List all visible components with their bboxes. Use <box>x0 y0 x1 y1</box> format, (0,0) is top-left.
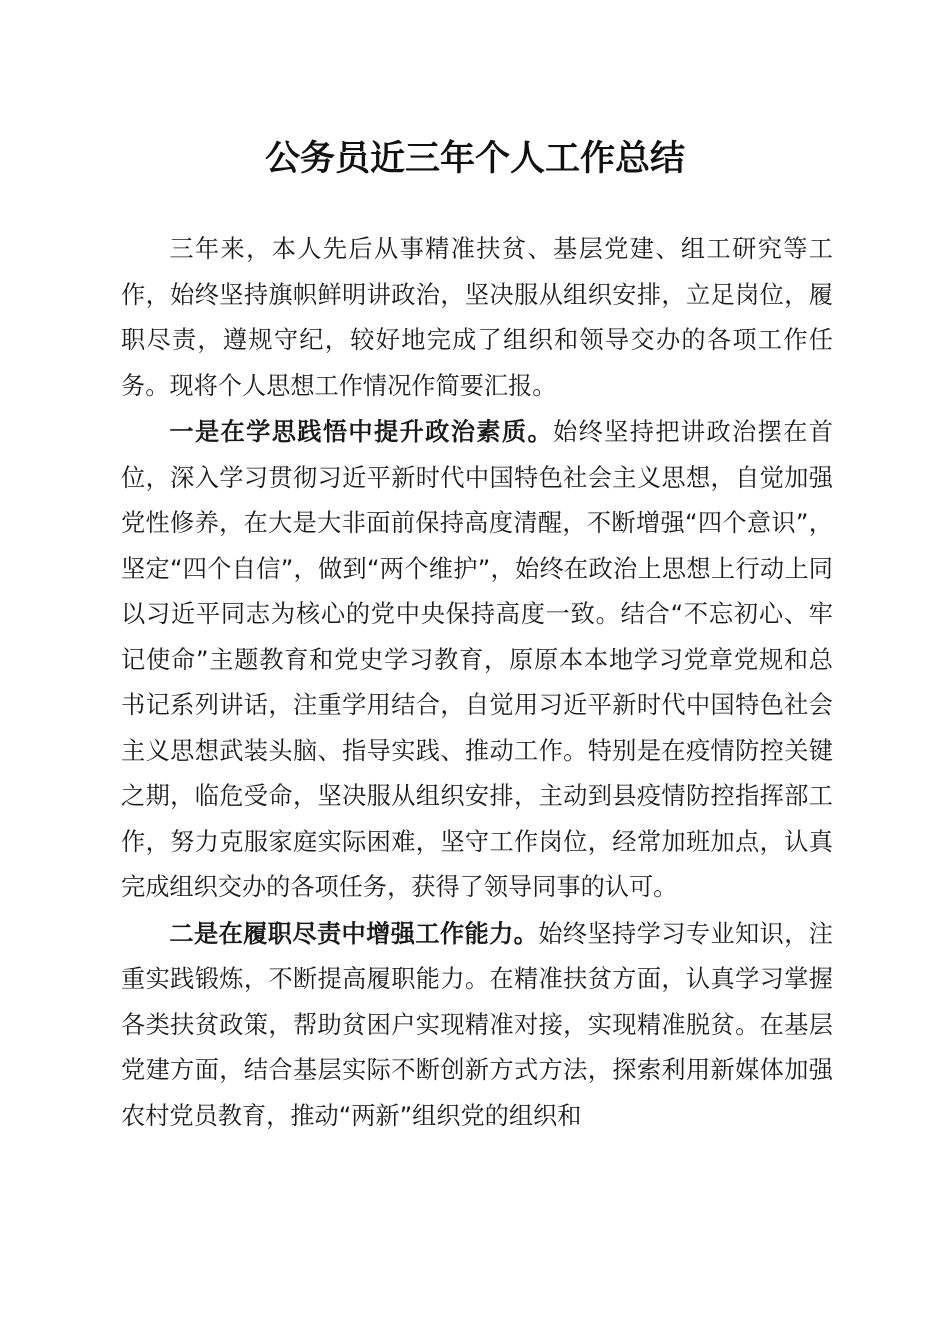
section-heading-1: 一是在学思践悟中提升政治素质。 <box>169 417 554 446</box>
section-paragraph-2 <box>121 911 833 1140</box>
document-body <box>121 227 833 1139</box>
section-text-2: 始终坚持学习专业知识，注重实践锻炼，不断提高履职能力。在精准扶贫方面，认真学习掌握各类扶贫政策，帮助贫困户实现精准对接，实现精准脱贫。在基层党建方面，结合基层实际不断创新方式方法，探索利用新媒体加强农村党员教育，推动“两新”组织党的组织和 <box>121 919 833 1130</box>
section-text-1: 始终坚持把讲政治摆在首位，深入学习贯彻习近平新时代中国特色社会主义思想，自觉加强党性修养，在大是大非面前保持高度清醒，不断增强“四个意识”，坚定“四个自信”，做到“两个维护”，始终在政治上思想上行动上同以习近平同志为核心的党中央保持高度一致。结合“不忘初心、牢记使命”主题教育和党史学习教育，原原本本地学习党章党规和总书记系列讲话，注重学用结合，自觉用习近平新时代中国特色社会主义思想武装头脑、指导实践、推动工作。特别是在疫情防控关键之期，临危受命，坚决服从组织安排，主动到县疫情防控指挥部工作，努力克服家庭实际困难，坚守工作岗位，经常加班加点，认真完成组织交办的各项任务，获得了领导同事的认可。 <box>121 418 833 901</box>
document-title: 公务员近三年个人工作总结 <box>264 138 685 179</box>
section-heading-2: 二是在履职尽责中增强工作能力。 <box>169 918 539 948</box>
intro-paragraph: 三年来，本人先后从事精准扶贫、基层党建、组工研究等工作，始终坚持旗帜鲜明讲政治，坚决服从组织安排，立足岗位，履职尽责，遵规守纪，较好地完成了组织和领导交办的各项工作任务。现将个人思想工作情况作简要汇报。 <box>121 235 833 400</box>
section-paragraph-1 <box>121 409 833 911</box>
